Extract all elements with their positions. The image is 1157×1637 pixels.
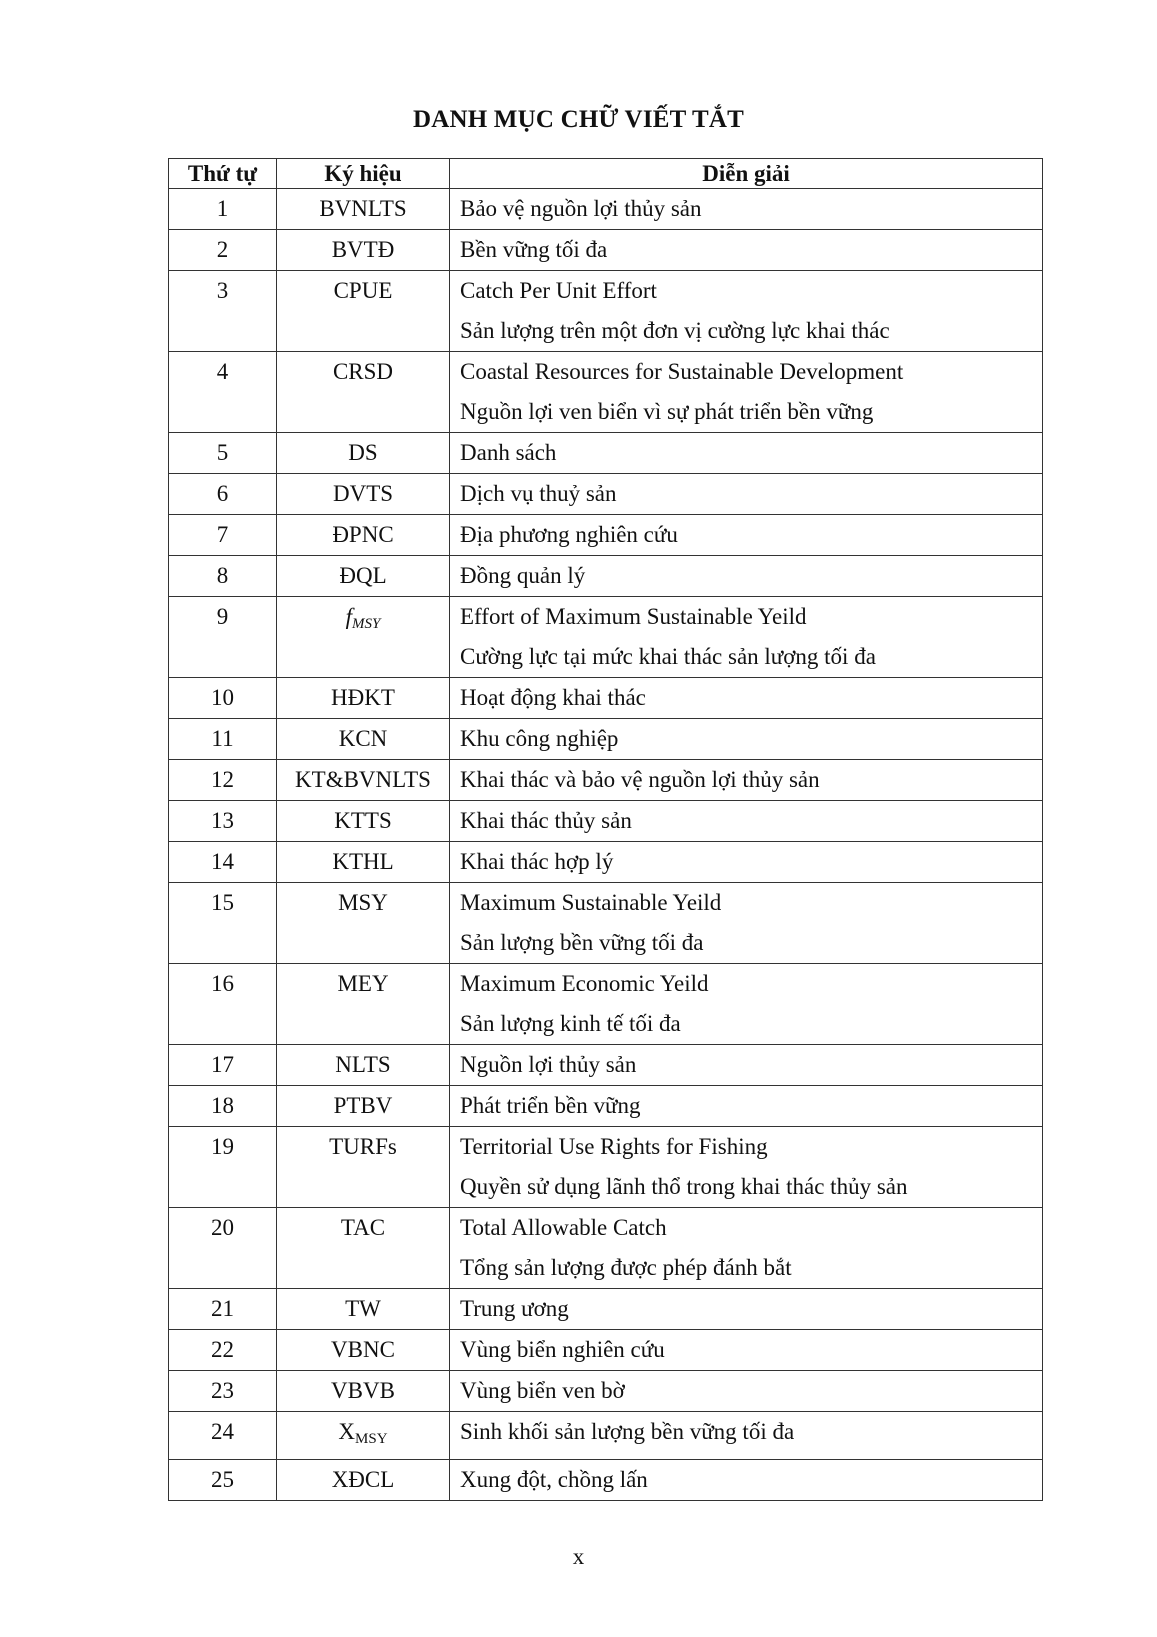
row-symbol bbox=[277, 597, 450, 678]
row-symbol: BVNLTS bbox=[277, 189, 450, 230]
table-row bbox=[169, 1086, 1043, 1127]
explanation-line: Vùng biển ven bờ bbox=[460, 1378, 625, 1403]
row-explanation bbox=[450, 352, 1043, 433]
row-number: 17 bbox=[169, 1045, 277, 1086]
header-order: Thứ tự bbox=[169, 159, 277, 189]
row-number: 24 bbox=[169, 1412, 277, 1460]
explanation-line: Trung ương bbox=[460, 1296, 569, 1321]
row-symbol: KTTS bbox=[277, 801, 450, 842]
explanation-line: Maximum Economic Yeild bbox=[460, 971, 709, 996]
symbol-base: X bbox=[338, 1419, 356, 1444]
row-explanation bbox=[450, 1330, 1043, 1371]
row-number: 15 bbox=[169, 883, 277, 964]
explanation-line: Khai thác và bảo vệ nguồn lợi thủy sản bbox=[460, 767, 820, 792]
table-header-row bbox=[169, 159, 1043, 189]
explanation-line: Địa phương nghiên cứu bbox=[460, 522, 678, 547]
row-number: 22 bbox=[169, 1330, 277, 1371]
table-row bbox=[169, 801, 1043, 842]
row-explanation bbox=[450, 556, 1043, 597]
row-symbol: ĐPNC bbox=[277, 515, 450, 556]
explanation-line: Catch Per Unit Effort bbox=[460, 278, 657, 303]
row-explanation bbox=[450, 1045, 1043, 1086]
row-explanation bbox=[450, 1127, 1043, 1208]
row-explanation bbox=[450, 433, 1043, 474]
row-symbol: KT&BVNLTS bbox=[277, 760, 450, 801]
row-number: 25 bbox=[169, 1460, 277, 1501]
explanation-line: Quyền sử dụng lãnh thổ trong khai thác thủy sản bbox=[460, 1174, 908, 1199]
row-number: 10 bbox=[169, 678, 277, 719]
row-explanation bbox=[450, 1289, 1043, 1330]
row-symbol: VBVB bbox=[277, 1371, 450, 1412]
explanation-line: Dịch vụ thuỷ sản bbox=[460, 481, 617, 506]
row-symbol: TAC bbox=[277, 1208, 450, 1289]
row-number: 2 bbox=[169, 230, 277, 271]
row-explanation bbox=[450, 1086, 1043, 1127]
explanation-line: Sinh khối sản lượng bền vững tối đa bbox=[460, 1419, 795, 1444]
row-number: 7 bbox=[169, 515, 277, 556]
row-symbol: MSY bbox=[277, 883, 450, 964]
row-number: 4 bbox=[169, 352, 277, 433]
table-row bbox=[169, 1412, 1043, 1460]
row-number: 5 bbox=[169, 433, 277, 474]
row-explanation bbox=[450, 760, 1043, 801]
row-number: 6 bbox=[169, 474, 277, 515]
row-explanation bbox=[450, 474, 1043, 515]
table-row bbox=[169, 515, 1043, 556]
explanation-line: Xung đột, chồng lấn bbox=[460, 1467, 648, 1492]
table-row bbox=[169, 1045, 1043, 1086]
row-symbol: XĐCL bbox=[277, 1460, 450, 1501]
table-row bbox=[169, 597, 1043, 678]
table-row bbox=[169, 1330, 1043, 1371]
row-explanation bbox=[450, 964, 1043, 1045]
table-row bbox=[169, 1127, 1043, 1208]
table-row bbox=[169, 189, 1043, 230]
row-explanation bbox=[450, 1208, 1043, 1289]
symbol-subscript: MSY bbox=[352, 616, 381, 632]
table-row bbox=[169, 1371, 1043, 1412]
explanation-line: Bền vững tối đa bbox=[460, 237, 608, 262]
row-symbol: KCN bbox=[277, 719, 450, 760]
row-explanation bbox=[450, 801, 1043, 842]
row-explanation bbox=[450, 883, 1043, 964]
row-number: 16 bbox=[169, 964, 277, 1045]
table-row bbox=[169, 842, 1043, 883]
table-row bbox=[169, 678, 1043, 719]
explanation-line: Tổng sản lượng được phép đánh bắt bbox=[460, 1255, 792, 1280]
explanation-line: Phát triển bền vững bbox=[460, 1093, 641, 1118]
row-number: 8 bbox=[169, 556, 277, 597]
table-row bbox=[169, 271, 1043, 352]
row-number: 20 bbox=[169, 1208, 277, 1289]
row-symbol: PTBV bbox=[277, 1086, 450, 1127]
row-number: 9 bbox=[169, 597, 277, 678]
explanation-line: Đồng quản lý bbox=[460, 563, 586, 588]
explanation-line: Coastal Resources for Sustainable Development bbox=[460, 359, 904, 384]
explanation-line: Khu công nghiệp bbox=[460, 726, 619, 751]
row-symbol: DVTS bbox=[277, 474, 450, 515]
header-explanation: Diễn giải bbox=[450, 159, 1043, 189]
table-row bbox=[169, 964, 1043, 1045]
row-number: 19 bbox=[169, 1127, 277, 1208]
row-explanation bbox=[450, 515, 1043, 556]
symbol-subscript: MSY bbox=[355, 1431, 388, 1447]
row-symbol bbox=[277, 1412, 450, 1460]
page-number: x bbox=[572, 1544, 585, 1569]
explanation-line: Danh sách bbox=[460, 440, 557, 465]
row-explanation bbox=[450, 271, 1043, 352]
table-row bbox=[169, 1460, 1043, 1501]
row-number: 21 bbox=[169, 1289, 277, 1330]
explanation-line: Cường lực tại mức khai thác sản lượng tối đa bbox=[460, 644, 876, 669]
row-symbol: CRSD bbox=[277, 352, 450, 433]
row-number: 12 bbox=[169, 760, 277, 801]
row-explanation bbox=[450, 1412, 1043, 1460]
explanation-line: Nguồn lợi ven biển vì sự phát triển bền vững bbox=[460, 399, 874, 424]
explanation-line: Sản lượng trên một đơn vị cường lực khai thác bbox=[460, 318, 890, 343]
row-number: 1 bbox=[169, 189, 277, 230]
explanation-line: Khai thác thủy sản bbox=[460, 808, 632, 833]
abbreviation-table bbox=[168, 158, 1043, 1501]
row-explanation bbox=[450, 1460, 1043, 1501]
table-row bbox=[169, 883, 1043, 964]
explanation-line: Total Allowable Catch bbox=[460, 1215, 667, 1240]
explanation-line: Bảo vệ nguồn lợi thủy sản bbox=[460, 196, 702, 221]
row-explanation bbox=[450, 719, 1043, 760]
row-explanation bbox=[450, 189, 1043, 230]
row-symbol: NLTS bbox=[277, 1045, 450, 1086]
table-row bbox=[169, 474, 1043, 515]
table-row bbox=[169, 1208, 1043, 1289]
row-explanation bbox=[450, 678, 1043, 719]
row-number: 18 bbox=[169, 1086, 277, 1127]
row-symbol: TW bbox=[277, 1289, 450, 1330]
row-number: 14 bbox=[169, 842, 277, 883]
header-symbol: Ký hiệu bbox=[277, 159, 450, 189]
table-row bbox=[169, 1289, 1043, 1330]
table-row bbox=[169, 556, 1043, 597]
row-symbol: CPUE bbox=[277, 271, 450, 352]
row-explanation bbox=[450, 597, 1043, 678]
table-row bbox=[169, 433, 1043, 474]
row-symbol: HĐKT bbox=[277, 678, 450, 719]
row-number: 3 bbox=[169, 271, 277, 352]
row-number: 13 bbox=[169, 801, 277, 842]
row-symbol: VBNC bbox=[277, 1330, 450, 1371]
row-explanation bbox=[450, 1371, 1043, 1412]
table-row bbox=[169, 719, 1043, 760]
explanation-line: Vùng biển nghiên cứu bbox=[460, 1337, 665, 1362]
page-title: DANH MỤC CHỮ VIẾT TẮT bbox=[412, 106, 745, 133]
row-number: 11 bbox=[169, 719, 277, 760]
row-explanation bbox=[450, 230, 1043, 271]
explanation-line: Nguồn lợi thủy sản bbox=[460, 1052, 637, 1077]
row-symbol: DS bbox=[277, 433, 450, 474]
row-symbol: TURFs bbox=[277, 1127, 450, 1208]
explanation-line: Sản lượng bền vững tối đa bbox=[460, 930, 704, 955]
symbol-base: f bbox=[345, 604, 353, 629]
row-symbol: MEY bbox=[277, 964, 450, 1045]
table-row bbox=[169, 352, 1043, 433]
table-body bbox=[169, 189, 1043, 1501]
table-row bbox=[169, 760, 1043, 801]
explanation-line: Sản lượng kinh tế tối đa bbox=[460, 1011, 681, 1036]
row-symbol: BVTĐ bbox=[277, 230, 450, 271]
explanation-line: Effort of Maximum Sustainable Yeild bbox=[460, 604, 807, 629]
row-number: 23 bbox=[169, 1371, 277, 1412]
explanation-line: Maximum Sustainable Yeild bbox=[460, 890, 722, 915]
explanation-line: Territorial Use Rights for Fishing bbox=[460, 1134, 768, 1159]
explanation-line: Hoạt động khai thác bbox=[460, 685, 646, 710]
explanation-line: Khai thác hợp lý bbox=[460, 849, 614, 874]
row-symbol: KTHL bbox=[277, 842, 450, 883]
row-symbol: ĐQL bbox=[277, 556, 450, 597]
row-explanation bbox=[450, 842, 1043, 883]
table-row bbox=[169, 230, 1043, 271]
